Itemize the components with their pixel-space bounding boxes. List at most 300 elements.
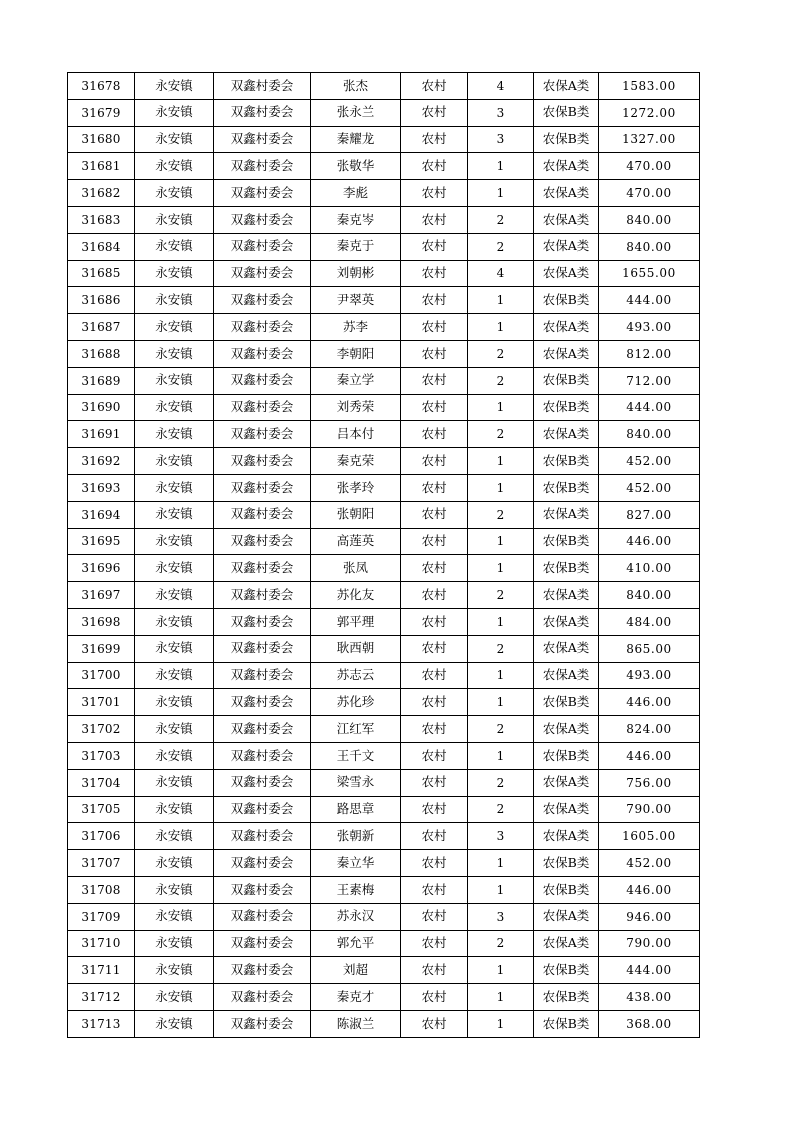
- cell-town: 永安镇: [135, 930, 214, 957]
- cell-person-name: 张朝阳: [311, 501, 401, 528]
- cell-town: 永安镇: [135, 957, 214, 984]
- cell-person-name: 李彪: [311, 180, 401, 207]
- cell-insurance-category: 农保A类: [534, 903, 599, 930]
- cell-person-name: 苏永汉: [311, 903, 401, 930]
- cell-town: 永安镇: [135, 394, 214, 421]
- cell-person-name: 刘秀荣: [311, 394, 401, 421]
- cell-serial-number: 31688: [68, 340, 135, 367]
- cell-insurance-category: 农保A类: [534, 662, 599, 689]
- cell-serial-number: 31711: [68, 957, 135, 984]
- cell-village-committee: 双鑫村委会: [214, 796, 311, 823]
- cell-village-committee: 双鑫村委会: [214, 367, 311, 394]
- cell-member-count: 1: [468, 742, 534, 769]
- cell-person-name: 王千文: [311, 742, 401, 769]
- cell-town: 永安镇: [135, 635, 214, 662]
- cell-village-committee: 双鑫村委会: [214, 153, 311, 180]
- cell-person-name: 李朝阳: [311, 340, 401, 367]
- cell-member-count: 3: [468, 903, 534, 930]
- cell-insurance-category: 农保B类: [534, 876, 599, 903]
- cell-member-count: 2: [468, 340, 534, 367]
- table-row: [68, 689, 700, 716]
- cell-serial-number: 31689: [68, 367, 135, 394]
- table-row: [68, 823, 700, 850]
- cell-village-committee: 双鑫村委会: [214, 635, 311, 662]
- cell-insurance-category: 农保B类: [534, 394, 599, 421]
- cell-insurance-category: 农保A类: [534, 340, 599, 367]
- cell-member-count: 1: [468, 287, 534, 314]
- cell-serial-number: 31702: [68, 716, 135, 743]
- cell-person-name: 高莲英: [311, 528, 401, 555]
- cell-village-committee: 双鑫村委会: [214, 984, 311, 1011]
- cell-town: 永安镇: [135, 501, 214, 528]
- cell-household-type: 农村: [401, 635, 468, 662]
- cell-person-name: 秦克荣: [311, 448, 401, 475]
- cell-town: 永安镇: [135, 1010, 214, 1037]
- cell-serial-number: 31710: [68, 930, 135, 957]
- cell-insurance-category: 农保B类: [534, 99, 599, 126]
- cell-town: 永安镇: [135, 73, 214, 100]
- cell-person-name: 吕本付: [311, 421, 401, 448]
- cell-amount: 446.00: [599, 528, 700, 555]
- cell-insurance-category: 农保A类: [534, 635, 599, 662]
- cell-person-name: 苏李: [311, 314, 401, 341]
- cell-village-committee: 双鑫村委会: [214, 689, 311, 716]
- cell-person-name: 张凤: [311, 555, 401, 582]
- cell-household-type: 农村: [401, 1010, 468, 1037]
- cell-amount: 410.00: [599, 555, 700, 582]
- cell-serial-number: 31700: [68, 662, 135, 689]
- cell-insurance-category: 农保A类: [534, 769, 599, 796]
- cell-village-committee: 双鑫村委会: [214, 823, 311, 850]
- cell-village-committee: 双鑫村委会: [214, 662, 311, 689]
- cell-person-name: 秦立华: [311, 850, 401, 877]
- cell-amount: 484.00: [599, 608, 700, 635]
- cell-town: 永安镇: [135, 99, 214, 126]
- cell-village-committee: 双鑫村委会: [214, 742, 311, 769]
- cell-insurance-category: 农保A类: [534, 260, 599, 287]
- cell-town: 永安镇: [135, 689, 214, 716]
- cell-person-name: 秦立学: [311, 367, 401, 394]
- cell-household-type: 农村: [401, 769, 468, 796]
- cell-household-type: 农村: [401, 903, 468, 930]
- cell-serial-number: 31683: [68, 206, 135, 233]
- table-row: [68, 287, 700, 314]
- cell-household-type: 农村: [401, 501, 468, 528]
- cell-household-type: 农村: [401, 153, 468, 180]
- cell-amount: 446.00: [599, 742, 700, 769]
- cell-serial-number: 31696: [68, 555, 135, 582]
- cell-household-type: 农村: [401, 421, 468, 448]
- cell-insurance-category: 农保B类: [534, 126, 599, 153]
- cell-amount: 438.00: [599, 984, 700, 1011]
- cell-insurance-category: 农保A类: [534, 582, 599, 609]
- cell-member-count: 2: [468, 233, 534, 260]
- cell-town: 永安镇: [135, 126, 214, 153]
- cell-member-count: 2: [468, 501, 534, 528]
- cell-town: 永安镇: [135, 233, 214, 260]
- cell-household-type: 农村: [401, 662, 468, 689]
- cell-insurance-category: 农保A类: [534, 233, 599, 260]
- cell-member-count: 3: [468, 99, 534, 126]
- allowance-table: [67, 72, 700, 1038]
- cell-household-type: 农村: [401, 528, 468, 555]
- table-row: [68, 126, 700, 153]
- cell-person-name: 苏化友: [311, 582, 401, 609]
- cell-serial-number: 31699: [68, 635, 135, 662]
- cell-town: 永安镇: [135, 180, 214, 207]
- cell-town: 永安镇: [135, 260, 214, 287]
- table-row: [68, 367, 700, 394]
- cell-amount: 712.00: [599, 367, 700, 394]
- cell-serial-number: 31684: [68, 233, 135, 260]
- cell-household-type: 农村: [401, 689, 468, 716]
- cell-person-name: 尹翠英: [311, 287, 401, 314]
- cell-member-count: 1: [468, 180, 534, 207]
- table-row: [68, 394, 700, 421]
- cell-amount: 1327.00: [599, 126, 700, 153]
- cell-village-committee: 双鑫村委会: [214, 340, 311, 367]
- cell-serial-number: 31698: [68, 608, 135, 635]
- cell-village-committee: 双鑫村委会: [214, 608, 311, 635]
- cell-serial-number: 31681: [68, 153, 135, 180]
- cell-insurance-category: 农保A类: [534, 716, 599, 743]
- cell-serial-number: 31679: [68, 99, 135, 126]
- cell-town: 永安镇: [135, 340, 214, 367]
- table-row: [68, 153, 700, 180]
- cell-member-count: 2: [468, 930, 534, 957]
- cell-village-committee: 双鑫村委会: [214, 394, 311, 421]
- cell-household-type: 农村: [401, 930, 468, 957]
- cell-town: 永安镇: [135, 876, 214, 903]
- cell-town: 永安镇: [135, 206, 214, 233]
- cell-household-type: 农村: [401, 233, 468, 260]
- cell-village-committee: 双鑫村委会: [214, 850, 311, 877]
- cell-serial-number: 31713: [68, 1010, 135, 1037]
- cell-person-name: 刘超: [311, 957, 401, 984]
- cell-town: 永安镇: [135, 582, 214, 609]
- cell-insurance-category: 农保A类: [534, 73, 599, 100]
- cell-insurance-category: 农保B类: [534, 448, 599, 475]
- table-row: [68, 957, 700, 984]
- cell-village-committee: 双鑫村委会: [214, 957, 311, 984]
- cell-insurance-category: 农保A类: [534, 796, 599, 823]
- cell-serial-number: 31685: [68, 260, 135, 287]
- cell-amount: 1272.00: [599, 99, 700, 126]
- cell-town: 永安镇: [135, 555, 214, 582]
- cell-village-committee: 双鑫村委会: [214, 421, 311, 448]
- cell-village-committee: 双鑫村委会: [214, 99, 311, 126]
- cell-serial-number: 31705: [68, 796, 135, 823]
- cell-amount: 840.00: [599, 233, 700, 260]
- cell-amount: 1605.00: [599, 823, 700, 850]
- cell-amount: 827.00: [599, 501, 700, 528]
- cell-town: 永安镇: [135, 742, 214, 769]
- cell-household-type: 农村: [401, 555, 468, 582]
- cell-amount: 444.00: [599, 287, 700, 314]
- cell-town: 永安镇: [135, 474, 214, 501]
- cell-town: 永安镇: [135, 608, 214, 635]
- cell-household-type: 农村: [401, 340, 468, 367]
- cell-village-committee: 双鑫村委会: [214, 126, 311, 153]
- cell-village-committee: 双鑫村委会: [214, 903, 311, 930]
- cell-insurance-category: 农保A类: [534, 501, 599, 528]
- cell-household-type: 农村: [401, 957, 468, 984]
- table-row: [68, 769, 700, 796]
- table-row: [68, 340, 700, 367]
- cell-person-name: 郭平理: [311, 608, 401, 635]
- cell-household-type: 农村: [401, 582, 468, 609]
- cell-amount: 840.00: [599, 582, 700, 609]
- cell-member-count: 1: [468, 153, 534, 180]
- cell-member-count: 1: [468, 984, 534, 1011]
- cell-person-name: 张敬华: [311, 153, 401, 180]
- cell-member-count: 1: [468, 474, 534, 501]
- cell-serial-number: 31706: [68, 823, 135, 850]
- table-row: [68, 555, 700, 582]
- cell-amount: 493.00: [599, 314, 700, 341]
- table-row: [68, 421, 700, 448]
- cell-insurance-category: 农保B类: [534, 957, 599, 984]
- cell-member-count: 2: [468, 421, 534, 448]
- table-row: [68, 260, 700, 287]
- cell-household-type: 农村: [401, 850, 468, 877]
- cell-serial-number: 31682: [68, 180, 135, 207]
- table-row: [68, 448, 700, 475]
- cell-household-type: 农村: [401, 99, 468, 126]
- table-row: [68, 876, 700, 903]
- cell-town: 永安镇: [135, 903, 214, 930]
- cell-member-count: 1: [468, 876, 534, 903]
- cell-village-committee: 双鑫村委会: [214, 1010, 311, 1037]
- table-row: [68, 662, 700, 689]
- cell-village-committee: 双鑫村委会: [214, 528, 311, 555]
- cell-insurance-category: 农保B类: [534, 528, 599, 555]
- cell-member-count: 2: [468, 716, 534, 743]
- table-row: [68, 742, 700, 769]
- document-page: [67, 72, 700, 1038]
- cell-town: 永安镇: [135, 287, 214, 314]
- cell-village-committee: 双鑫村委会: [214, 930, 311, 957]
- table-row: [68, 635, 700, 662]
- cell-village-committee: 双鑫村委会: [214, 260, 311, 287]
- cell-person-name: 梁雪永: [311, 769, 401, 796]
- cell-person-name: 张朝新: [311, 823, 401, 850]
- cell-serial-number: 31678: [68, 73, 135, 100]
- table-row: [68, 984, 700, 1011]
- cell-insurance-category: 农保B类: [534, 742, 599, 769]
- cell-member-count: 4: [468, 73, 534, 100]
- cell-household-type: 农村: [401, 823, 468, 850]
- cell-household-type: 农村: [401, 314, 468, 341]
- cell-serial-number: 31694: [68, 501, 135, 528]
- cell-amount: 840.00: [599, 206, 700, 233]
- cell-town: 永安镇: [135, 796, 214, 823]
- cell-household-type: 农村: [401, 448, 468, 475]
- table-row: [68, 474, 700, 501]
- cell-household-type: 农村: [401, 206, 468, 233]
- cell-town: 永安镇: [135, 153, 214, 180]
- cell-person-name: 刘朝彬: [311, 260, 401, 287]
- cell-insurance-category: 农保A类: [534, 930, 599, 957]
- cell-insurance-category: 农保B类: [534, 689, 599, 716]
- cell-village-committee: 双鑫村委会: [214, 501, 311, 528]
- cell-member-count: 1: [468, 528, 534, 555]
- cell-amount: 946.00: [599, 903, 700, 930]
- table-row: [68, 206, 700, 233]
- cell-member-count: 1: [468, 850, 534, 877]
- cell-amount: 790.00: [599, 930, 700, 957]
- cell-person-name: 苏化珍: [311, 689, 401, 716]
- table-row: [68, 582, 700, 609]
- cell-village-committee: 双鑫村委会: [214, 233, 311, 260]
- cell-village-committee: 双鑫村委会: [214, 474, 311, 501]
- table-body: [68, 73, 700, 1038]
- cell-amount: 812.00: [599, 340, 700, 367]
- cell-member-count: 1: [468, 689, 534, 716]
- cell-household-type: 农村: [401, 394, 468, 421]
- table-row: [68, 180, 700, 207]
- cell-amount: 446.00: [599, 689, 700, 716]
- cell-amount: 756.00: [599, 769, 700, 796]
- cell-person-name: 陈淑兰: [311, 1010, 401, 1037]
- cell-serial-number: 31691: [68, 421, 135, 448]
- cell-serial-number: 31692: [68, 448, 135, 475]
- cell-town: 永安镇: [135, 716, 214, 743]
- cell-town: 永安镇: [135, 662, 214, 689]
- cell-member-count: 1: [468, 1010, 534, 1037]
- table-row: [68, 796, 700, 823]
- cell-household-type: 农村: [401, 180, 468, 207]
- cell-insurance-category: 农保A类: [534, 153, 599, 180]
- cell-household-type: 农村: [401, 474, 468, 501]
- cell-amount: 470.00: [599, 153, 700, 180]
- cell-insurance-category: 农保A类: [534, 314, 599, 341]
- cell-village-committee: 双鑫村委会: [214, 314, 311, 341]
- cell-person-name: 张杰: [311, 73, 401, 100]
- cell-member-count: 3: [468, 823, 534, 850]
- table-row: [68, 850, 700, 877]
- table-row: [68, 314, 700, 341]
- cell-village-committee: 双鑫村委会: [214, 582, 311, 609]
- cell-household-type: 农村: [401, 796, 468, 823]
- cell-village-committee: 双鑫村委会: [214, 876, 311, 903]
- table-row: [68, 73, 700, 100]
- cell-serial-number: 31693: [68, 474, 135, 501]
- cell-person-name: 郭允平: [311, 930, 401, 957]
- cell-person-name: 秦克于: [311, 233, 401, 260]
- cell-village-committee: 双鑫村委会: [214, 769, 311, 796]
- cell-member-count: 1: [468, 662, 534, 689]
- table-row: [68, 99, 700, 126]
- cell-person-name: 秦耀龙: [311, 126, 401, 153]
- cell-person-name: 秦克才: [311, 984, 401, 1011]
- table-row: [68, 930, 700, 957]
- cell-insurance-category: 农保A类: [534, 180, 599, 207]
- cell-person-name: 秦克岑: [311, 206, 401, 233]
- cell-serial-number: 31703: [68, 742, 135, 769]
- cell-member-count: 2: [468, 796, 534, 823]
- cell-member-count: 4: [468, 260, 534, 287]
- cell-household-type: 农村: [401, 287, 468, 314]
- cell-serial-number: 31704: [68, 769, 135, 796]
- cell-amount: 493.00: [599, 662, 700, 689]
- cell-member-count: 2: [468, 367, 534, 394]
- cell-amount: 824.00: [599, 716, 700, 743]
- cell-insurance-category: 农保A类: [534, 206, 599, 233]
- cell-amount: 452.00: [599, 448, 700, 475]
- cell-insurance-category: 农保B类: [534, 984, 599, 1011]
- cell-household-type: 农村: [401, 716, 468, 743]
- cell-town: 永安镇: [135, 448, 214, 475]
- cell-member-count: 1: [468, 448, 534, 475]
- table-row: [68, 528, 700, 555]
- cell-village-committee: 双鑫村委会: [214, 555, 311, 582]
- cell-member-count: 2: [468, 769, 534, 796]
- cell-member-count: 2: [468, 582, 534, 609]
- cell-serial-number: 31686: [68, 287, 135, 314]
- cell-amount: 840.00: [599, 421, 700, 448]
- table-row: [68, 903, 700, 930]
- cell-member-count: 1: [468, 957, 534, 984]
- table-row: [68, 608, 700, 635]
- cell-member-count: 3: [468, 126, 534, 153]
- cell-insurance-category: 农保A类: [534, 421, 599, 448]
- cell-insurance-category: 农保B类: [534, 367, 599, 394]
- cell-household-type: 农村: [401, 367, 468, 394]
- cell-serial-number: 31712: [68, 984, 135, 1011]
- cell-amount: 470.00: [599, 180, 700, 207]
- cell-town: 永安镇: [135, 850, 214, 877]
- cell-household-type: 农村: [401, 73, 468, 100]
- table-row: [68, 1010, 700, 1037]
- cell-person-name: 耿西朝: [311, 635, 401, 662]
- cell-serial-number: 31690: [68, 394, 135, 421]
- cell-amount: 1583.00: [599, 73, 700, 100]
- table-row: [68, 233, 700, 260]
- cell-serial-number: 31707: [68, 850, 135, 877]
- cell-town: 永安镇: [135, 984, 214, 1011]
- cell-village-committee: 双鑫村委会: [214, 448, 311, 475]
- cell-member-count: 1: [468, 608, 534, 635]
- cell-amount: 452.00: [599, 474, 700, 501]
- table-row: [68, 716, 700, 743]
- cell-serial-number: 31680: [68, 126, 135, 153]
- cell-amount: 444.00: [599, 394, 700, 421]
- cell-amount: 368.00: [599, 1010, 700, 1037]
- cell-member-count: 2: [468, 206, 534, 233]
- cell-insurance-category: 农保B类: [534, 474, 599, 501]
- cell-member-count: 1: [468, 394, 534, 421]
- cell-amount: 790.00: [599, 796, 700, 823]
- cell-household-type: 农村: [401, 984, 468, 1011]
- cell-insurance-category: 农保B类: [534, 287, 599, 314]
- cell-serial-number: 31697: [68, 582, 135, 609]
- cell-household-type: 农村: [401, 260, 468, 287]
- cell-amount: 1655.00: [599, 260, 700, 287]
- cell-village-committee: 双鑫村委会: [214, 73, 311, 100]
- cell-serial-number: 31709: [68, 903, 135, 930]
- cell-town: 永安镇: [135, 769, 214, 796]
- cell-town: 永安镇: [135, 823, 214, 850]
- cell-person-name: 路思章: [311, 796, 401, 823]
- cell-person-name: 张永兰: [311, 99, 401, 126]
- cell-serial-number: 31708: [68, 876, 135, 903]
- cell-person-name: 江红军: [311, 716, 401, 743]
- cell-household-type: 农村: [401, 742, 468, 769]
- cell-person-name: 张孝玲: [311, 474, 401, 501]
- cell-village-committee: 双鑫村委会: [214, 716, 311, 743]
- cell-person-name: 王素梅: [311, 876, 401, 903]
